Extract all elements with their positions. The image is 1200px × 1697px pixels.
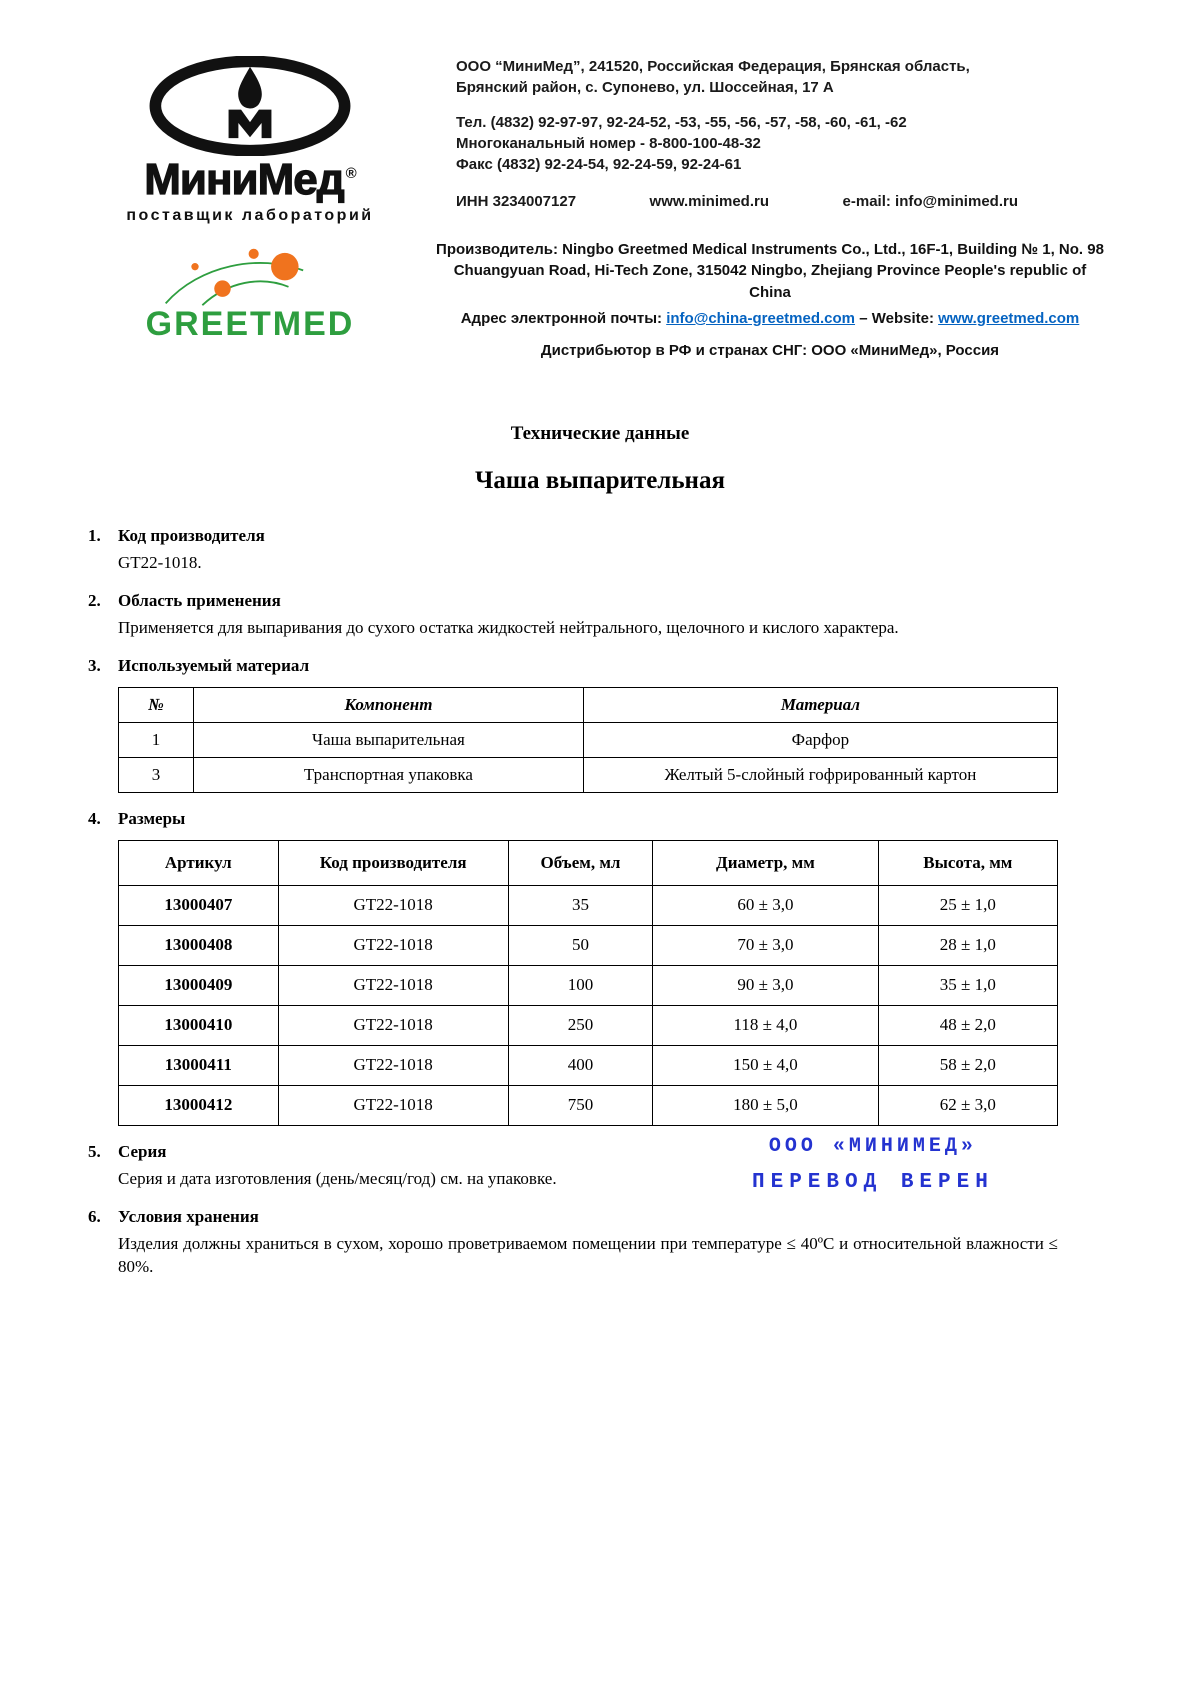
minimed-email: e-mail: info@minimed.ru — [842, 193, 1018, 210]
col-header-component: Компонент — [194, 687, 584, 722]
section-heading: Условия хранения — [118, 1206, 259, 1226]
sections — [0, 525, 1200, 1279]
materials-table — [118, 687, 1058, 793]
table-cell: 25 ± 1,0 — [878, 885, 1057, 925]
table-cell: 28 ± 1,0 — [878, 925, 1057, 965]
section-series — [88, 1134, 1100, 1194]
minimed-phones — [456, 112, 1018, 175]
table-cell: 13000407 — [119, 885, 279, 925]
greetmed-contacts-line — [434, 308, 1106, 329]
table-cell: 48 ± 2,0 — [878, 1005, 1057, 1045]
section-text: GT22-1018. — [118, 553, 202, 573]
section-material — [88, 655, 1100, 793]
section-heading: Область применения — [118, 591, 281, 611]
website-label: – Website: — [855, 309, 939, 327]
table-row — [119, 925, 1058, 965]
table-cell: GT22-1018 — [278, 1085, 508, 1125]
table-row — [119, 1005, 1058, 1045]
stamp-line-2: ПЕРЕВОД ВЕРЕН — [752, 1170, 994, 1194]
section-application — [88, 590, 1100, 640]
section-heading: Код производителя — [118, 526, 265, 546]
table-cell: 35 ± 1,0 — [878, 965, 1057, 1005]
col-header-height: Высота, мм — [878, 840, 1057, 885]
manufacturer-line-2: Chuangyuan Road, Hi-Tech Zone, 315042 Ningbo, Zhejiang Province People's republic of China — [453, 262, 1087, 301]
minimed-tagline: поставщик лабораторий — [126, 207, 374, 224]
inn-number: ИНН 3234007127 — [456, 193, 577, 210]
manufacturer-line-1: Производитель: Ningbo Greetmed Medical Instruments Co., Ltd., 16F-1, Building № 1, No. 98 — [436, 241, 1104, 258]
section-text: Изделия должны храниться в сухом, хорошо проветриваемом помещении при температуре ≤ 40ºС и относительной влажности ≤ 80%. — [118, 1233, 1058, 1277]
minimed-header — [100, 56, 1200, 225]
minimed-website: www.minimed.ru — [649, 193, 770, 210]
table-cell: 100 — [508, 965, 653, 1005]
col-header-diameter: Диаметр, мм — [653, 840, 878, 885]
minimed-logo-text — [100, 155, 400, 204]
table-row — [119, 757, 1058, 792]
table-cell: Транспортная упаковка — [194, 757, 584, 792]
distributor-line: Дистрибьютор в РФ и странах СНГ: ООО «МиниМед», Россия — [540, 342, 1000, 360]
translation-stamp — [752, 1135, 994, 1194]
minimed-logo — [100, 56, 400, 225]
table-cell: Желтый 5-слойный гофрированный картон — [583, 757, 1057, 792]
section-number: 1. — [88, 526, 101, 546]
greetmed-email-link[interactable]: info@china-greetmed.com — [666, 309, 856, 327]
table-row — [119, 885, 1058, 925]
table-cell: 13000410 — [119, 1005, 279, 1045]
table-cell: Фарфор — [583, 722, 1057, 757]
section-heading: Размеры — [118, 808, 186, 828]
address-line-2: Брянский район, с. Супонево, ул. Шоссейная, 17 А — [456, 79, 834, 96]
table-cell: 62 ± 3,0 — [878, 1085, 1057, 1125]
table-cell: GT22-1018 — [278, 1045, 508, 1085]
table-row — [119, 722, 1058, 757]
table-cell: GT22-1018 — [278, 925, 508, 965]
table-cell: 58 ± 2,0 — [878, 1045, 1057, 1085]
table-cell: 13000411 — [119, 1045, 279, 1085]
table-cell: GT22-1018 — [278, 965, 508, 1005]
doc-title: Технические данные — [510, 423, 690, 445]
section-heading: Серия — [118, 1141, 167, 1161]
phone-line-2: Многоканальный номер - 8-800-100-48-32 — [456, 135, 761, 152]
greetmed-header — [100, 239, 1200, 361]
table-cell: 180 ± 5,0 — [653, 1085, 878, 1125]
section-number: 2. — [88, 591, 101, 611]
doc-subtitle: Чаша выпарительная — [475, 467, 725, 495]
table-header-row — [119, 687, 1058, 722]
table-cell: 70 ± 3,0 — [653, 925, 878, 965]
section-number: 6. — [88, 1206, 101, 1226]
table-row — [119, 965, 1058, 1005]
col-header-volume: Объем, мл — [508, 840, 653, 885]
minimed-contact-info — [456, 56, 1018, 225]
table-header-row — [119, 840, 1058, 885]
table-cell: 3 — [119, 757, 194, 792]
minimed-flame-icon — [131, 56, 369, 156]
minimed-inn-row — [456, 191, 1018, 212]
section-dimensions — [88, 808, 1100, 1126]
table-cell: 50 — [508, 925, 653, 965]
stamp-line-1: ООО «МИНИМЕД» — [768, 1134, 977, 1158]
table-cell: 150 ± 4,0 — [653, 1045, 878, 1085]
section-number: 3. — [88, 655, 101, 675]
phone-line-3: Факс (4832) 92-24-54, 92-24-59, 92-24-61 — [456, 156, 742, 173]
table-cell: 13000409 — [119, 965, 279, 1005]
table-cell: GT22-1018 — [278, 1005, 508, 1045]
table-cell: 118 ± 4,0 — [653, 1005, 878, 1045]
table-cell: 400 — [508, 1045, 653, 1085]
table-cell: 60 ± 3,0 — [653, 885, 878, 925]
col-header-article: Артикул — [119, 840, 279, 885]
phone-line-1: Тел. (4832) 92-97-97, 92-24-52, -53, -55, -56, -57, -58, -60, -61, -62 — [456, 114, 907, 131]
dimensions-table — [118, 840, 1058, 1126]
section-heading: Используемый материал — [118, 655, 310, 675]
address-line-1: ООО “МиниМед”, 241520, Российская Федерация, Брянская область, — [456, 58, 970, 75]
greetmed-logo — [100, 239, 400, 341]
table-cell: 90 ± 3,0 — [653, 965, 878, 1005]
minimed-wordmark: МиниМед — [144, 155, 344, 204]
table-cell: 250 — [508, 1005, 653, 1045]
minimed-address — [456, 56, 1018, 98]
section-text: Применяется для выпаривания до сухого остатка жидкостей нейтрального, щелочного и кислого характера. — [118, 618, 899, 638]
table-cell: 35 — [508, 885, 653, 925]
table-row — [119, 1045, 1058, 1085]
section-number: 4. — [88, 808, 101, 828]
section-storage — [88, 1206, 1100, 1280]
greetmed-sprig-icon — [140, 241, 360, 307]
email-label: Адрес электронной почты: — [460, 309, 667, 327]
greetmed-website-link[interactable]: www.greetmed.com — [938, 309, 1080, 327]
section-text: Серия и дата изготовления (день/месяц/год) см. на упаковке. — [118, 1168, 557, 1188]
col-header-code: Код производителя — [278, 840, 508, 885]
greetmed-wordmark: GREETMED — [145, 305, 355, 343]
col-header-material: Материал — [583, 687, 1057, 722]
section-manufacturer-code — [88, 525, 1100, 575]
table-cell: 1 — [119, 722, 194, 757]
table-cell: 13000408 — [119, 925, 279, 965]
table-cell: GT22-1018 — [278, 885, 508, 925]
registered-mark: ® — [345, 165, 356, 183]
table-cell: 750 — [508, 1085, 653, 1125]
table-cell: Чаша выпарительная — [194, 722, 584, 757]
table-row — [119, 1085, 1058, 1125]
section-number: 5. — [88, 1141, 101, 1161]
table-cell: 13000412 — [119, 1085, 279, 1125]
greetmed-info — [434, 239, 1106, 361]
col-header-num: № — [119, 687, 194, 722]
